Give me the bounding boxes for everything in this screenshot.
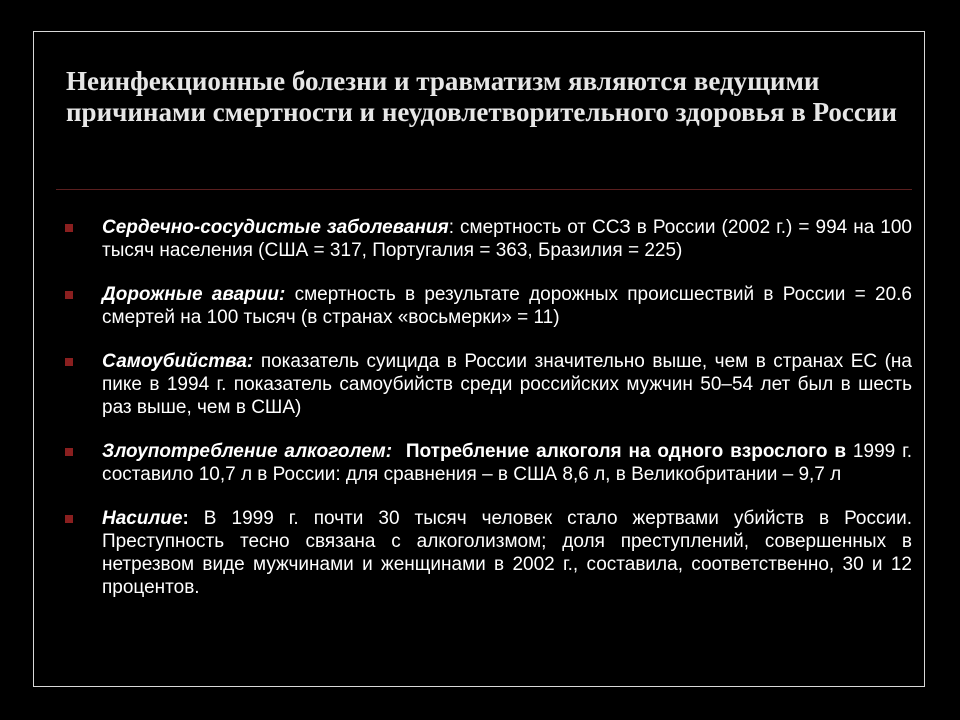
bullet-square-icon [65, 291, 73, 299]
bullet-violence [62, 507, 912, 599]
bullet-text: 1999 г. составило 10,7 л в России: для сравнения – в США 8,6 л, в Великобритании – 9,7 л [102, 441, 912, 485]
bullet-bold-text: Потребление алкоголя на одного взрослого в [392, 441, 847, 462]
bullet-list [62, 216, 912, 620]
bullet-square-icon [65, 515, 73, 523]
slide-title: Неинфекционные болезни и травматизм являются ведущими причинами смертности и неудовлетворительного здоровья в России [66, 66, 897, 127]
bullet-road-accidents [62, 283, 912, 329]
bullet-term: Злоупотребление алкоголем: [102, 441, 393, 462]
bullet-term: Насилие [102, 508, 183, 529]
bullet-text: В 1999 г. почти 30 тысяч человек стало жертвами убийств в России. Преступность тесно связана с алкоголизмом; доля преступлений, совершенных в нетрезвом виде мужчинами и женщинами в 2002 г., составила, соответственно, 30 и 12 процентов. [102, 508, 912, 598]
bullet-term: Сердечно-сосудистые заболевания [102, 217, 449, 238]
bullet-square-icon [65, 358, 73, 366]
bullet-text: показатель суицида в России значительно выше, чем в странах ЕС (на пике в 1994 г. показатель самоубийств среди российских мужчин 50–54 лет был в шесть раз выше, чем в США) [102, 351, 912, 418]
bullet-square-icon [65, 448, 73, 456]
bullet-text: смертность в результате дорожных происшествий в России = 20.6 смертей на 100 тысяч (в странах «восьмерки» = 11) [102, 284, 912, 328]
bullet-square-icon [65, 224, 73, 232]
bullet-suicide [62, 350, 912, 419]
bullet-cardiovascular [62, 216, 912, 262]
bullet-term: Дорожные аварии: [102, 284, 286, 305]
title-divider [56, 189, 912, 190]
bullet-term: Самоубийства: [102, 351, 254, 372]
bullet-text: смертность от ССЗ в России (2002 г.) = 994 на 100 тысяч населения (США = 317, Португалия = 363, Бразилия = 225) [102, 217, 912, 261]
bullet-separator: : [448, 217, 455, 238]
bullet-separator: : [182, 508, 189, 529]
bullet-alcohol [62, 440, 912, 486]
